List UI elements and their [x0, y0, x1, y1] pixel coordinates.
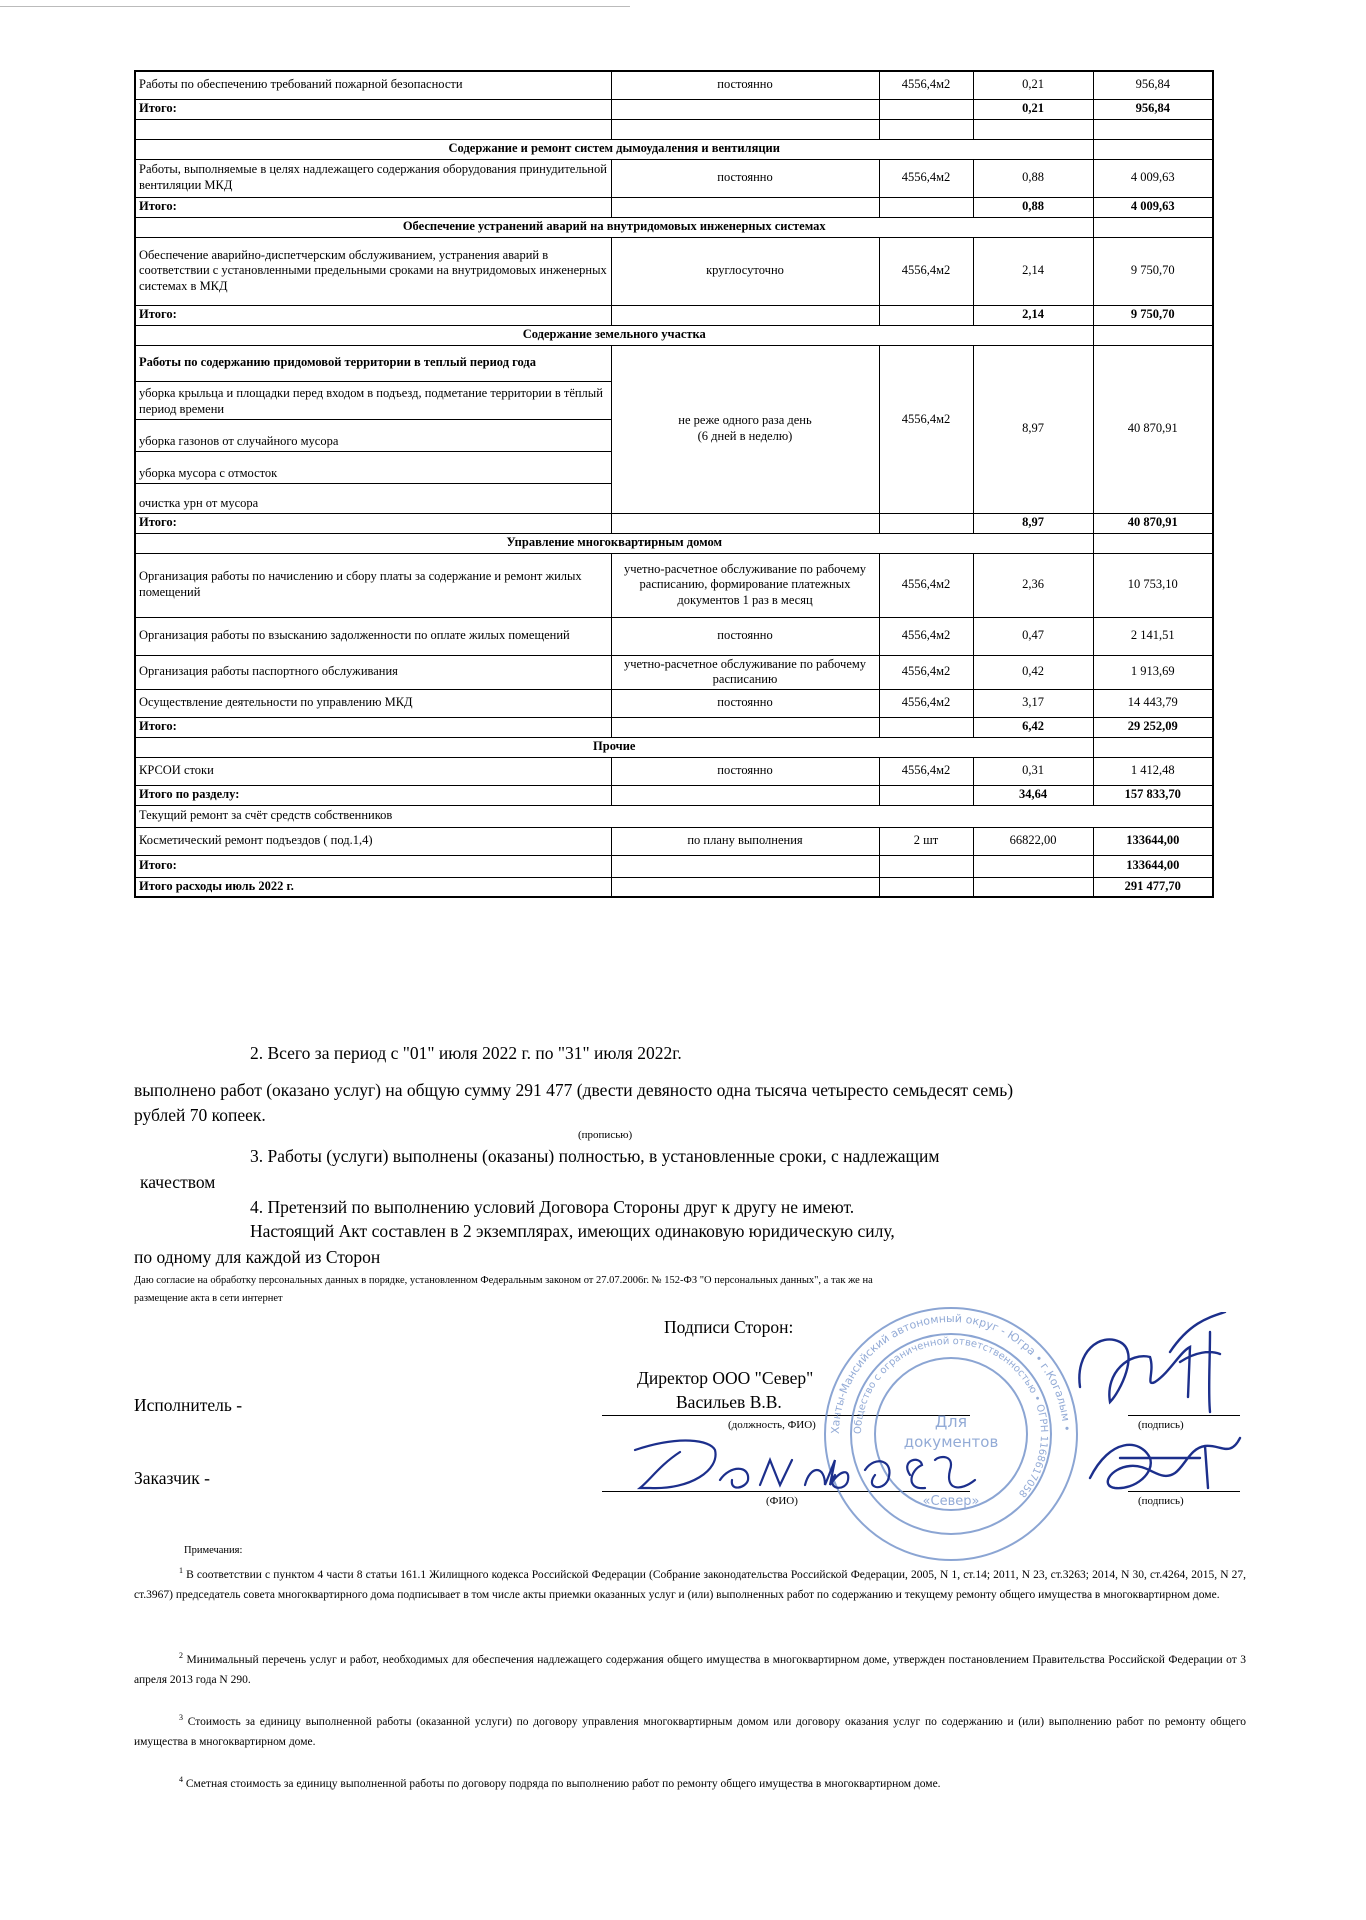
sum-cell: 956,84	[1093, 99, 1213, 119]
note-1	[134, 1561, 1246, 1605]
executor-position: Директор ООО "Север"	[637, 1368, 814, 1388]
unit-cell: 4556,4м2	[879, 71, 973, 99]
frequency-cell: по плану выполнения	[611, 827, 879, 855]
frequency-cell: учетно-расчетное обслуживание по рабочему расписанию, формирование платежных документов 1 раз в месяц	[611, 553, 879, 617]
service-name-cell: Организация работы паспортного обслуживания	[135, 655, 611, 689]
customer-name-hint: (ФИО)	[766, 1495, 798, 1507]
rate-cell: 2,14	[973, 237, 1093, 305]
empty-cell	[1093, 139, 1213, 159]
note-4	[134, 1770, 1246, 1794]
svg-text:документов: документов	[903, 1433, 999, 1451]
customer-handwritten-name	[620, 1430, 980, 1510]
table-row	[135, 99, 1213, 119]
rate-cell: 0,88	[973, 197, 1093, 217]
sum-cell: 9 750,70	[1093, 237, 1213, 305]
executor-signature	[1060, 1312, 1250, 1432]
table-row	[135, 827, 1213, 855]
frequency-cell: постоянно	[611, 71, 879, 99]
sum-cell: 157 833,70	[1093, 785, 1213, 805]
rate-cell: 0,88	[973, 159, 1093, 197]
frequency-cell	[611, 785, 879, 805]
frequency-cell	[611, 855, 879, 877]
unit-cell	[879, 513, 973, 533]
empty-cell	[973, 119, 1093, 139]
rate-cell: 2,36	[973, 553, 1093, 617]
header-cell: Текущий ремонт за счёт средств собственников	[135, 805, 1213, 827]
rate-cell: 6,42	[973, 717, 1093, 737]
table-row	[135, 345, 1213, 381]
unit-cell: 4556,4м2	[879, 345, 973, 513]
note-1-text: В соответствии с пунктом 4 части 8 статьи 161.1 Жилищного кодекса Российской Федерации (Собрание законодательства Российской Федерации, 2005, N 1, ст.14; 2011, N 23, ст.3263; 2014, N 30, ст.4264, 2015, N 27, ст.3967) председатель совета многоквартирного дома подписывает в том числе акты приемки оказанных услуг и (или) выполненных работ по содержанию и текущему ремонту общего имущества в многоквартирном доме.	[134, 1568, 1246, 1601]
svg-text:Ханты-Мансийский автономный ок: Ханты-Мансийский автономный округ - Югра • г.Когалым •	[828, 1311, 1074, 1435]
section-row	[135, 533, 1213, 553]
note-3	[134, 1708, 1246, 1752]
unit-cell	[879, 197, 973, 217]
section-title-cell: Содержание и ремонт систем дымоудаления и вентиляции	[135, 139, 1093, 159]
rate-cell: 0,31	[973, 757, 1093, 785]
unit-cell: 4556,4м2	[879, 553, 973, 617]
rate-cell: 66822,00	[973, 827, 1093, 855]
unit-cell	[879, 305, 973, 325]
service-name-cell: Работы по обеспечению требований пожарной безопасности	[135, 71, 611, 99]
rate-cell: 0,47	[973, 617, 1093, 655]
empty-cell	[1093, 737, 1213, 757]
sum-cell: 291 477,70	[1093, 877, 1213, 897]
sum-cell: 133644,00	[1093, 855, 1213, 877]
sum-cell: 2 141,51	[1093, 617, 1213, 655]
total-label-cell: Итого:	[135, 717, 611, 737]
unit-cell	[879, 785, 973, 805]
service-name-cell: Организация работы по начислению и сбору платы за содержание и ремонт жилых помещений	[135, 553, 611, 617]
unit-cell: 4556,4м2	[879, 617, 973, 655]
note-2-number: 2	[179, 1651, 183, 1660]
services-table	[134, 70, 1214, 898]
sum-cell: 1 412,48	[1093, 757, 1213, 785]
note-2	[134, 1646, 1246, 1690]
table-row	[135, 197, 1213, 217]
table-row	[135, 689, 1213, 717]
consent-line-2: размещение акта в сети интернет	[134, 1293, 283, 1304]
paragraph-2-heading: 2. Всего за период с "01" июля 2022 г. по "31" июля 2022г.	[250, 1043, 682, 1063]
scan-edge-line	[0, 6, 630, 7]
frequency-cell: постоянно	[611, 617, 879, 655]
table-row	[135, 553, 1213, 617]
section-title-cell: Обеспечение устранений аварий на внутридомовых инженерных системах	[135, 217, 1093, 237]
frequency-cell	[611, 99, 879, 119]
paragraph-3: 3. Работы (услуги) выполнены (оказаны) полностью, в установленные сроки, с надлежащим	[250, 1146, 940, 1166]
subitem-cell: уборка мусора с отмосток	[135, 451, 611, 483]
note-4-text: Сметная стоимость за единицу выполненной работы по договору подряда по выполнению работ по ремонту общего имущества в многоквартирном доме.	[185, 1777, 941, 1790]
paragraph-4: 4. Претензий по выполнению условий Договора Стороны друг к другу не имеют.	[250, 1197, 855, 1217]
rate-cell	[973, 877, 1093, 897]
table-row	[135, 119, 1213, 139]
note-3-text: Стоимость за единицу выполненной работы (оказанной услуги) по договору управления многоквартирным домом или договору оказания услуг по содержанию и (или) выполнению работ по ремонту общего имущества в многоквартирном доме.	[134, 1715, 1246, 1748]
section-row	[135, 737, 1213, 757]
propisyu-hint: (прописью)	[578, 1129, 633, 1141]
executor-name: Васильев В.В.	[676, 1392, 782, 1412]
table-row	[135, 305, 1213, 325]
table-row	[135, 655, 1213, 689]
total-label-cell: Итого:	[135, 305, 611, 325]
frequency-cell	[611, 305, 879, 325]
frequency-cell: постоянно	[611, 689, 879, 717]
paragraph-2-rubles: рублей 70 копеек.	[134, 1105, 266, 1125]
frequency-cell: не реже одного раза день (6 дней в неделю)	[611, 345, 879, 513]
empty-cell	[879, 119, 973, 139]
table-row	[135, 71, 1213, 99]
paragraph-3-end: качеством	[140, 1172, 216, 1192]
sum-cell: 29 252,09	[1093, 717, 1213, 737]
empty-cell	[1093, 533, 1213, 553]
note-4-number: 4	[179, 1775, 183, 1784]
table-row	[135, 877, 1213, 897]
table-row	[135, 237, 1213, 305]
section-title-cell: Управление многоквартирным домом	[135, 533, 1093, 553]
rate-cell: 34,64	[973, 785, 1093, 805]
frequency-cell	[611, 717, 879, 737]
consent-line-1: Даю согласие на обработку персональных данных в порядке, установленном Федеральным законом от 27.07.2006г. № 152-ФЗ "О персональных данных", а так же на	[134, 1275, 873, 1286]
unit-cell	[879, 855, 973, 877]
subitem-cell: очистка урн от мусора	[135, 483, 611, 513]
total-label-cell: Итого:	[135, 855, 611, 877]
frequency-cell: круглосуточно	[611, 237, 879, 305]
sum-cell: 9 750,70	[1093, 305, 1213, 325]
empty-cell	[135, 119, 611, 139]
rate-cell: 2,14	[973, 305, 1093, 325]
subitem-cell: уборка крыльца и площадки перед входом в подъезд, подметание территории в тёплый период времени	[135, 381, 611, 419]
subitem-cell: уборка газонов от случайного мусора	[135, 419, 611, 451]
table-row	[135, 855, 1213, 877]
service-name-cell: Работы, выполняемые в целях надлежащего содержания оборудования принудительной вентиляции МКД	[135, 159, 611, 197]
total-label-cell: Итого по разделу:	[135, 785, 611, 805]
table-row	[135, 513, 1213, 533]
note-3-number: 3	[179, 1713, 183, 1722]
total-label-cell: Итого:	[135, 197, 611, 217]
rate-cell: 8,97	[973, 345, 1093, 513]
section-row	[135, 217, 1213, 237]
rate-cell: 0,21	[973, 71, 1093, 99]
rate-cell: 0,42	[973, 655, 1093, 689]
service-name-cell: Организация работы по взысканию задолженности по оплате жилых помещений	[135, 617, 611, 655]
service-name-cell: Обеспечение аварийно-диспетчерским обслуживанием, устранения аварий в соответствии с установленными предельными сроками на внутридомовых инженерных системах в МКД	[135, 237, 611, 305]
customer-signature	[1080, 1428, 1250, 1508]
rate-cell: 8,97	[973, 513, 1093, 533]
executor-label: Исполнитель -	[134, 1395, 243, 1415]
frequency-cell	[611, 877, 879, 897]
unit-cell	[879, 877, 973, 897]
svg-text:Для: Для	[934, 1412, 968, 1431]
svg-text:«Север»: «Север»	[922, 1494, 980, 1509]
total-label-cell: Итого:	[135, 99, 611, 119]
empty-cell	[611, 119, 879, 139]
notes-title: Примечания:	[184, 1545, 243, 1556]
section-title-cell: Содержание земельного участка	[135, 325, 1093, 345]
sum-cell: 10 753,10	[1093, 553, 1213, 617]
sum-cell: 40 870,91	[1093, 513, 1213, 533]
rate-cell: 3,17	[973, 689, 1093, 717]
frequency-cell	[611, 197, 879, 217]
sum-cell: 40 870,91	[1093, 345, 1213, 513]
unit-cell	[879, 717, 973, 737]
unit-cell: 4556,4м2	[879, 689, 973, 717]
signatures-title: Подписи Сторон:	[664, 1317, 794, 1337]
unit-cell: 4556,4м2	[879, 159, 973, 197]
unit-cell: 2 шт	[879, 827, 973, 855]
paragraph-2-sum: выполнено работ (оказано услуг) на общую сумму 291 477 (двести девяносто одна тысяча четыресто семьдесят семь)	[134, 1080, 1014, 1100]
sum-cell: 4 009,63	[1093, 159, 1213, 197]
frequency-cell	[611, 513, 879, 533]
sum-cell: 956,84	[1093, 71, 1213, 99]
rate-cell	[973, 855, 1093, 877]
sum-cell: 133644,00	[1093, 827, 1213, 855]
sum-cell: 4 009,63	[1093, 197, 1213, 217]
note-1-number: 1	[179, 1566, 183, 1575]
note-2-text: Минимальный перечень услуг и работ, необходимых для обеспечения надлежащего содержания общего имущества в многоквартирном доме, утвержден постановлением Правительства Российской Федерации от 3 апреля 2013 года N 290.	[134, 1653, 1247, 1686]
section-title-cell: Прочие	[135, 737, 1093, 757]
section-row	[135, 325, 1213, 345]
table-row	[135, 757, 1213, 785]
sum-cell: 1 913,69	[1093, 655, 1213, 689]
group-title-cell: Работы по содержанию придомовой территории в теплый период года	[135, 345, 611, 381]
total-label-cell: Итого:	[135, 513, 611, 533]
section-row	[135, 139, 1213, 159]
empty-cell	[1093, 119, 1213, 139]
service-name-cell: Осуществление деятельности по управлению МКД	[135, 689, 611, 717]
table-row	[135, 717, 1213, 737]
paragraph-5: Настоящий Акт составлен в 2 экземплярах, имеющих одинаковую юридическую силу,	[250, 1221, 895, 1241]
unit-cell: 4556,4м2	[879, 655, 973, 689]
rate-cell: 0,21	[973, 99, 1093, 119]
empty-cell	[1093, 217, 1213, 237]
total-label-cell: Итого расходы июль 2022 г.	[135, 877, 611, 897]
unit-cell: 4556,4м2	[879, 757, 973, 785]
unit-cell: 4556,4м2	[879, 237, 973, 305]
service-name-cell: КРСОИ стоки	[135, 757, 611, 785]
unit-cell	[879, 99, 973, 119]
table-row	[135, 805, 1213, 827]
frequency-cell: постоянно	[611, 757, 879, 785]
service-name-cell: Косметический ремонт подъездов ( под.1,4)	[135, 827, 611, 855]
executor-sign-hint: (подпись)	[1138, 1419, 1184, 1431]
customer-sign-hint: (подпись)	[1138, 1495, 1184, 1507]
executor-position-hint: (должность, ФИО)	[728, 1419, 816, 1431]
paragraph-5-end: по одному для каждой из Сторон	[134, 1247, 381, 1267]
table-row	[135, 785, 1213, 805]
customer-label: Заказчик -	[134, 1468, 210, 1488]
svg-text:Общество с ограниченной ответс: Общество с ограниченной ответственностью • ОГРН 1168617058	[852, 1335, 1050, 1499]
sum-cell: 14 443,79	[1093, 689, 1213, 717]
frequency-cell: учетно-расчетное обслуживание по рабочему расписанию	[611, 655, 879, 689]
empty-cell	[1093, 325, 1213, 345]
table-row	[135, 617, 1213, 655]
table-row	[135, 159, 1213, 197]
frequency-cell: постоянно	[611, 159, 879, 197]
